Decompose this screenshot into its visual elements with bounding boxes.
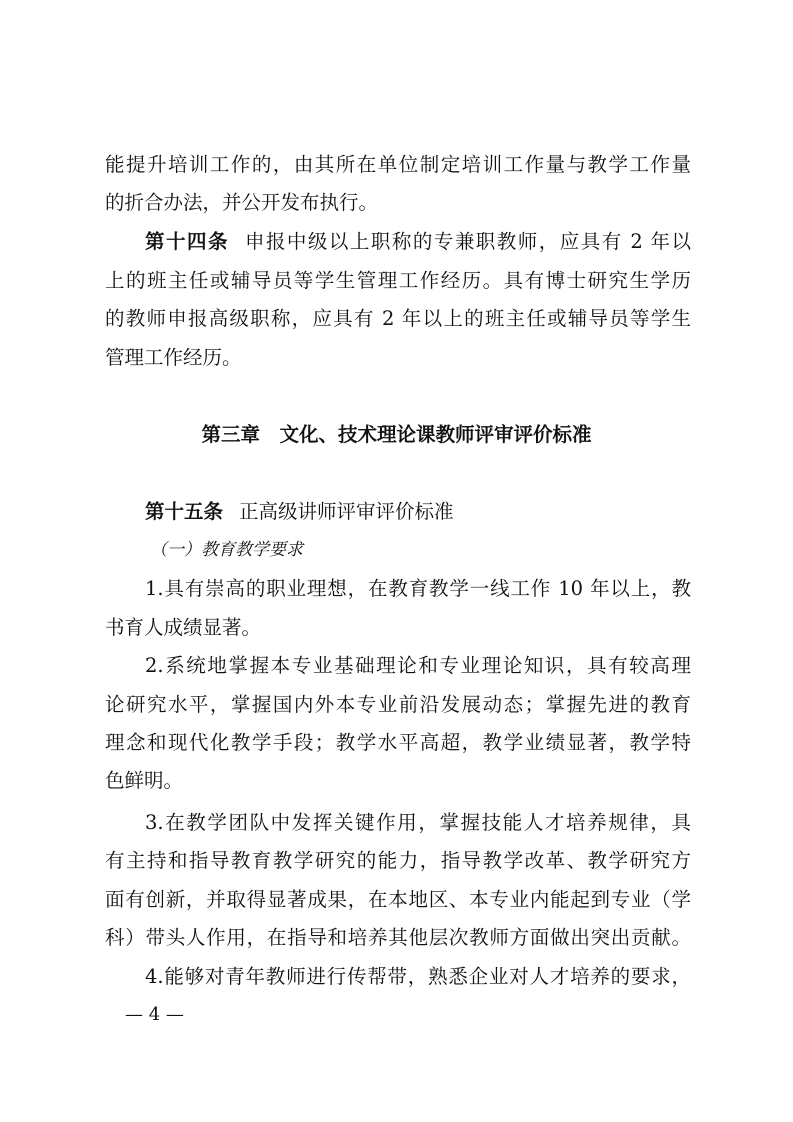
body-line: 的折合办法，并公开发布执行。	[105, 191, 379, 214]
body-line: 能提升培训工作的，由其所在单位制定培训工作量与教学工作量	[105, 153, 691, 176]
body-line: 的教师申报高级职称，应具有 2 年以上的班主任或辅导员等学生	[105, 307, 691, 330]
body-line: 论研究水平，掌握国内外本专业前沿发展动态；掌握先进的教育	[105, 693, 691, 716]
article-15-label: 第十五条	[145, 500, 224, 523]
chapter-heading: 第三章 文化、技术理论课教师评审评价标准	[201, 423, 592, 446]
body-line: 3.在教学团队中发挥关键作用，掌握技能人才培养规律，具	[145, 811, 691, 834]
article-14-first-line	[145, 229, 691, 255]
body-line: 1.具有崇高的职业理想，在教育教学一线工作 10 年以上，教	[145, 577, 691, 600]
article-14-text: 申报中级以上职称的专兼职教师，应具有 2 年以	[244, 230, 691, 253]
body-line: 有主持和指导教育教学研究的能力，指导教学改革、教学研究方	[105, 849, 691, 872]
article-14-label: 第十四条	[145, 230, 229, 253]
body-line: 上的班主任或辅导员等学生管理工作经历。具有博士研究生学历	[105, 269, 691, 292]
body-line: 色鲜明。	[105, 769, 184, 792]
body-line: 4.能够对青年教师进行传帮带，熟悉企业对人才培养的要求，	[145, 965, 691, 988]
article-15-heading	[145, 499, 691, 525]
body-line: 理念和现代化教学手段；教学水平高超，教学业绩显著，教学特	[105, 731, 691, 754]
body-line: 2.系统地掌握本专业基础理论和专业理论知识，具有较高理	[145, 654, 691, 677]
body-line: 面有创新，并取得显著成果，在本地区、本专业内能起到专业（学	[105, 888, 691, 911]
body-line: 管理工作经历。	[105, 346, 242, 369]
body-line: 科）带头人作用，在指导和培养其他层次教师方面做出突出贡献。	[105, 926, 691, 949]
section-heading: （一）教育教学要求	[150, 540, 303, 560]
body-line: 书育人成绩显著。	[105, 616, 262, 639]
page-number: — 4 —	[125, 1004, 184, 1025]
article-15-title: 正高级讲师评审评价标准	[239, 500, 454, 523]
